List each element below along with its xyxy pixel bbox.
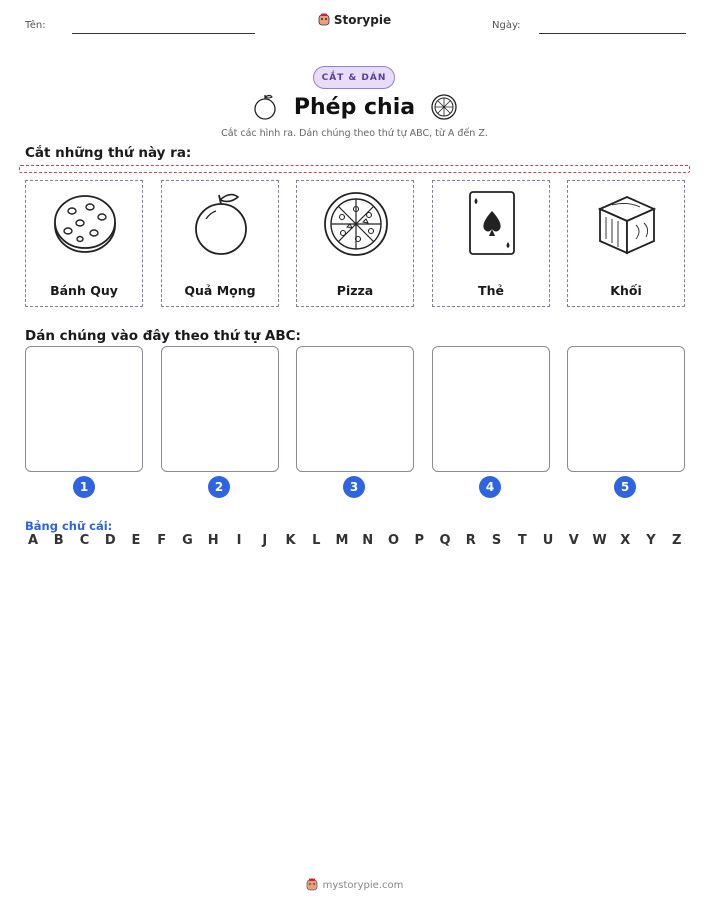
name-line[interactable] — [72, 33, 255, 34]
alphabet-letter: A — [27, 533, 39, 548]
alphabet-letter: X — [620, 533, 631, 548]
alphabet-letter: L — [312, 533, 321, 548]
alphabet-letter: O — [387, 533, 400, 548]
pizza-icon — [321, 189, 391, 259]
card-label: Pizza — [336, 283, 374, 298]
alphabet-letter: C — [79, 533, 90, 548]
block-icon — [592, 189, 662, 259]
card-label: Quả Mọng — [184, 283, 256, 298]
alphabet-letter: S — [491, 533, 502, 548]
alphabet-letter: F — [157, 533, 167, 548]
playing-card-icon — [457, 189, 527, 259]
date-line[interactable] — [539, 33, 686, 34]
orange-icon — [186, 189, 256, 259]
pizza-icon — [429, 92, 459, 122]
slot-number-1: 1 — [73, 476, 95, 498]
paste-slot-3[interactable] — [296, 346, 414, 472]
alphabet-letter: I — [236, 533, 242, 548]
cookie-icon — [50, 189, 120, 259]
date-label: Ngày: — [492, 20, 521, 31]
paste-slot-5[interactable] — [567, 346, 685, 472]
paste-slot-2[interactable] — [161, 346, 279, 472]
cut-card-pizza[interactable] — [296, 180, 414, 307]
title-row — [0, 88, 709, 126]
storypie-mascot-icon — [318, 13, 330, 27]
cut-card-block[interactable] — [567, 180, 685, 307]
cut-card-cookie[interactable] — [25, 180, 143, 307]
alphabet-row — [25, 533, 685, 548]
page-title: Phép chia — [293, 94, 416, 120]
paste-slot-1[interactable] — [25, 346, 143, 472]
paste-section-heading: Dán chúng vào đây theo thứ tự ABC: — [25, 328, 301, 344]
alphabet-letter: Q — [439, 533, 451, 548]
orange-icon — [250, 92, 280, 122]
alphabet-letter: R — [465, 533, 476, 548]
storypie-mascot-icon — [306, 878, 318, 892]
alphabet-heading: Bảng chữ cái: — [25, 519, 113, 533]
card-label: Khối — [610, 283, 642, 298]
alphabet-letter: K — [285, 533, 296, 548]
name-label: Tên: — [25, 20, 46, 31]
alphabet-letter: E — [131, 533, 141, 548]
alphabet-letter: P — [414, 533, 425, 548]
footer-url[interactable]: mystorypie.com — [322, 879, 404, 891]
footer — [0, 878, 709, 892]
alphabet-letter: T — [517, 533, 527, 548]
paste-slot-4[interactable] — [432, 346, 550, 472]
cut-card-card[interactable] — [432, 180, 550, 307]
alphabet-letter: W — [592, 533, 607, 548]
alphabet-letter: U — [542, 533, 554, 548]
slot-number-3: 3 — [343, 476, 365, 498]
alphabet-letter: Z — [672, 533, 682, 548]
slot-number-2: 2 — [208, 476, 230, 498]
alphabet-letter: H — [207, 533, 219, 548]
slot-number-4: 4 — [479, 476, 501, 498]
card-label: Thẻ — [478, 283, 504, 298]
alphabet-letter: B — [53, 533, 64, 548]
alphabet-letter: D — [104, 533, 116, 548]
cut-line — [19, 165, 690, 173]
alphabet-letter: M — [335, 533, 349, 548]
card-label: Bánh Quy — [50, 283, 118, 298]
cut-card-berry[interactable] — [161, 180, 279, 307]
alphabet-letter: Y — [646, 533, 656, 548]
alphabet-letter: V — [568, 533, 579, 548]
cut-section-heading: Cắt những thứ này ra: — [25, 145, 192, 161]
alphabet-letter: G — [182, 533, 193, 548]
slot-number-5: 5 — [614, 476, 636, 498]
activity-badge: CẮT & DÁN — [313, 66, 395, 89]
alphabet-letter: N — [362, 533, 374, 548]
alphabet-letter: J — [262, 533, 268, 548]
brand-name: Storypie — [333, 13, 392, 27]
storypie-logo — [0, 13, 709, 27]
instructions: Cắt các hình ra. Dán chúng theo thứ tự ABC, từ A đến Z. — [221, 128, 488, 139]
